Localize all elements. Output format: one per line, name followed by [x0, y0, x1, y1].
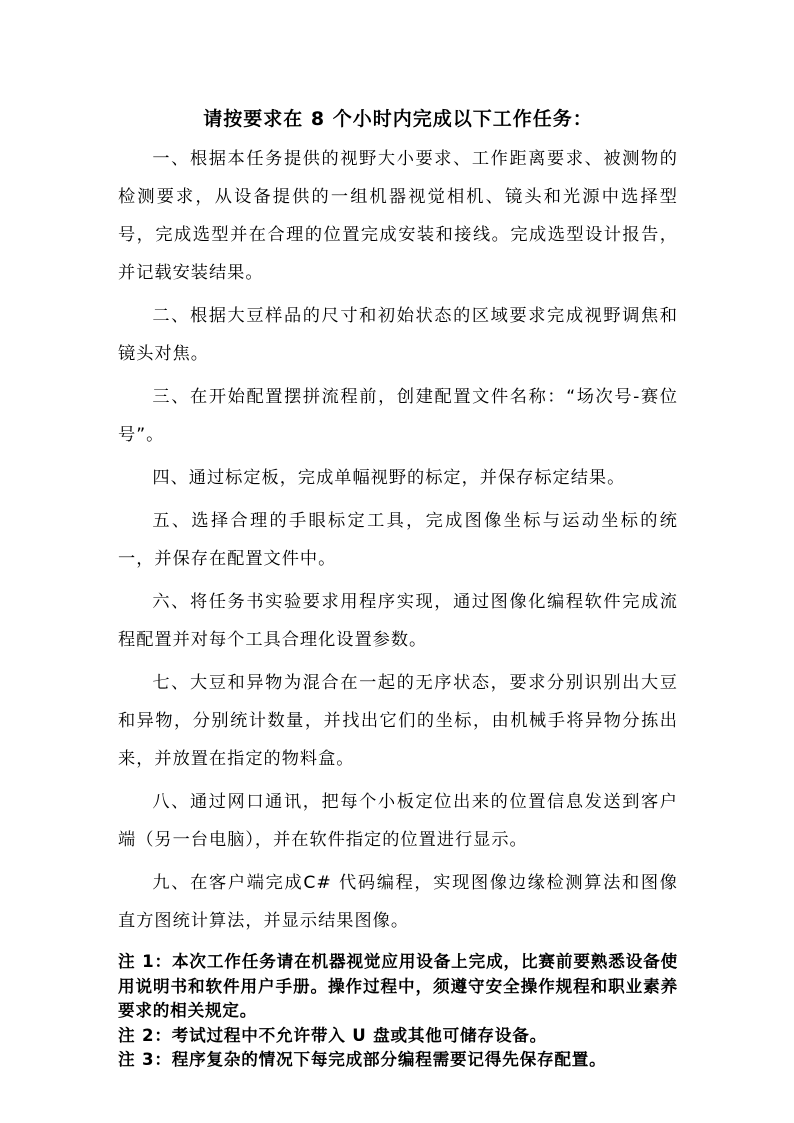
task-item-6: 六、将任务书实验要求用程序实现，通过图像化编程软件完成流程配置并对每个工具合理化设置参数。	[118, 592, 678, 650]
task-item-1: 一、根据本任务提供的视野大小要求、工作距离要求、被测物的检测要求，从设备提供的一组机器视觉相机、镜头和光源中选择型号，完成选型并在合理的位置完成安装和接线。完成选型设计报告，并记载安装结果。	[118, 149, 678, 283]
task-item-7: 七、大豆和异物为混合在一起的无序状态，要求分别识别出大豆和异物，分别统计数量，并找出它们的坐标，由机械手将异物分拣出来，并放置在指定的物料盒。	[118, 673, 678, 769]
task-item-5: 五、选择合理的手眼标定工具，完成图像坐标与运动坐标的统一，并保存在配置文件中。	[118, 511, 678, 569]
task-item-2: 二、根据大豆样品的尺寸和初始状态的区域要求完成视野调焦和镜头对焦。	[118, 306, 678, 364]
task-item-4: 四、通过标定板，完成单幅视野的标定，并保存标定结果。	[152, 468, 626, 488]
document-page	[118, 92, 678, 1073]
note-3: 注 3：程序复杂的情况下每完成部分编程需要记得先保存配置。	[118, 1050, 607, 1069]
note-2: 注 2：考试过程中不允许带入 U 盘或其他可储存设备。	[118, 1025, 548, 1045]
task-item-8: 八、通过网口通讯，把每个小板定位出来的位置信息发送到客户端（另一台电脑），并在软件指定的位置进行显示。	[118, 792, 678, 850]
document-title: 请按要求在 8 个小时内完成以下工作任务：	[203, 108, 593, 130]
note-1: 注 1：本次工作任务请在机器视觉应用设备上完成，比赛前要熟悉设备使用说明书和软件用户手册。操作过程中，须遵守安全操作规程和职业素养要求的相关规定。	[118, 952, 678, 1020]
notes-section	[118, 950, 678, 1073]
task-item-9: 九、在客户端完成C# 代码编程，实现图像边缘检测算法和图像直方图统计算法，并显示结果图像。	[118, 873, 678, 931]
task-list	[118, 140, 678, 940]
task-item-3: 三、在开始配置摆拼流程前，创建配置文件名称：“场次号-赛位号”。	[118, 387, 678, 445]
